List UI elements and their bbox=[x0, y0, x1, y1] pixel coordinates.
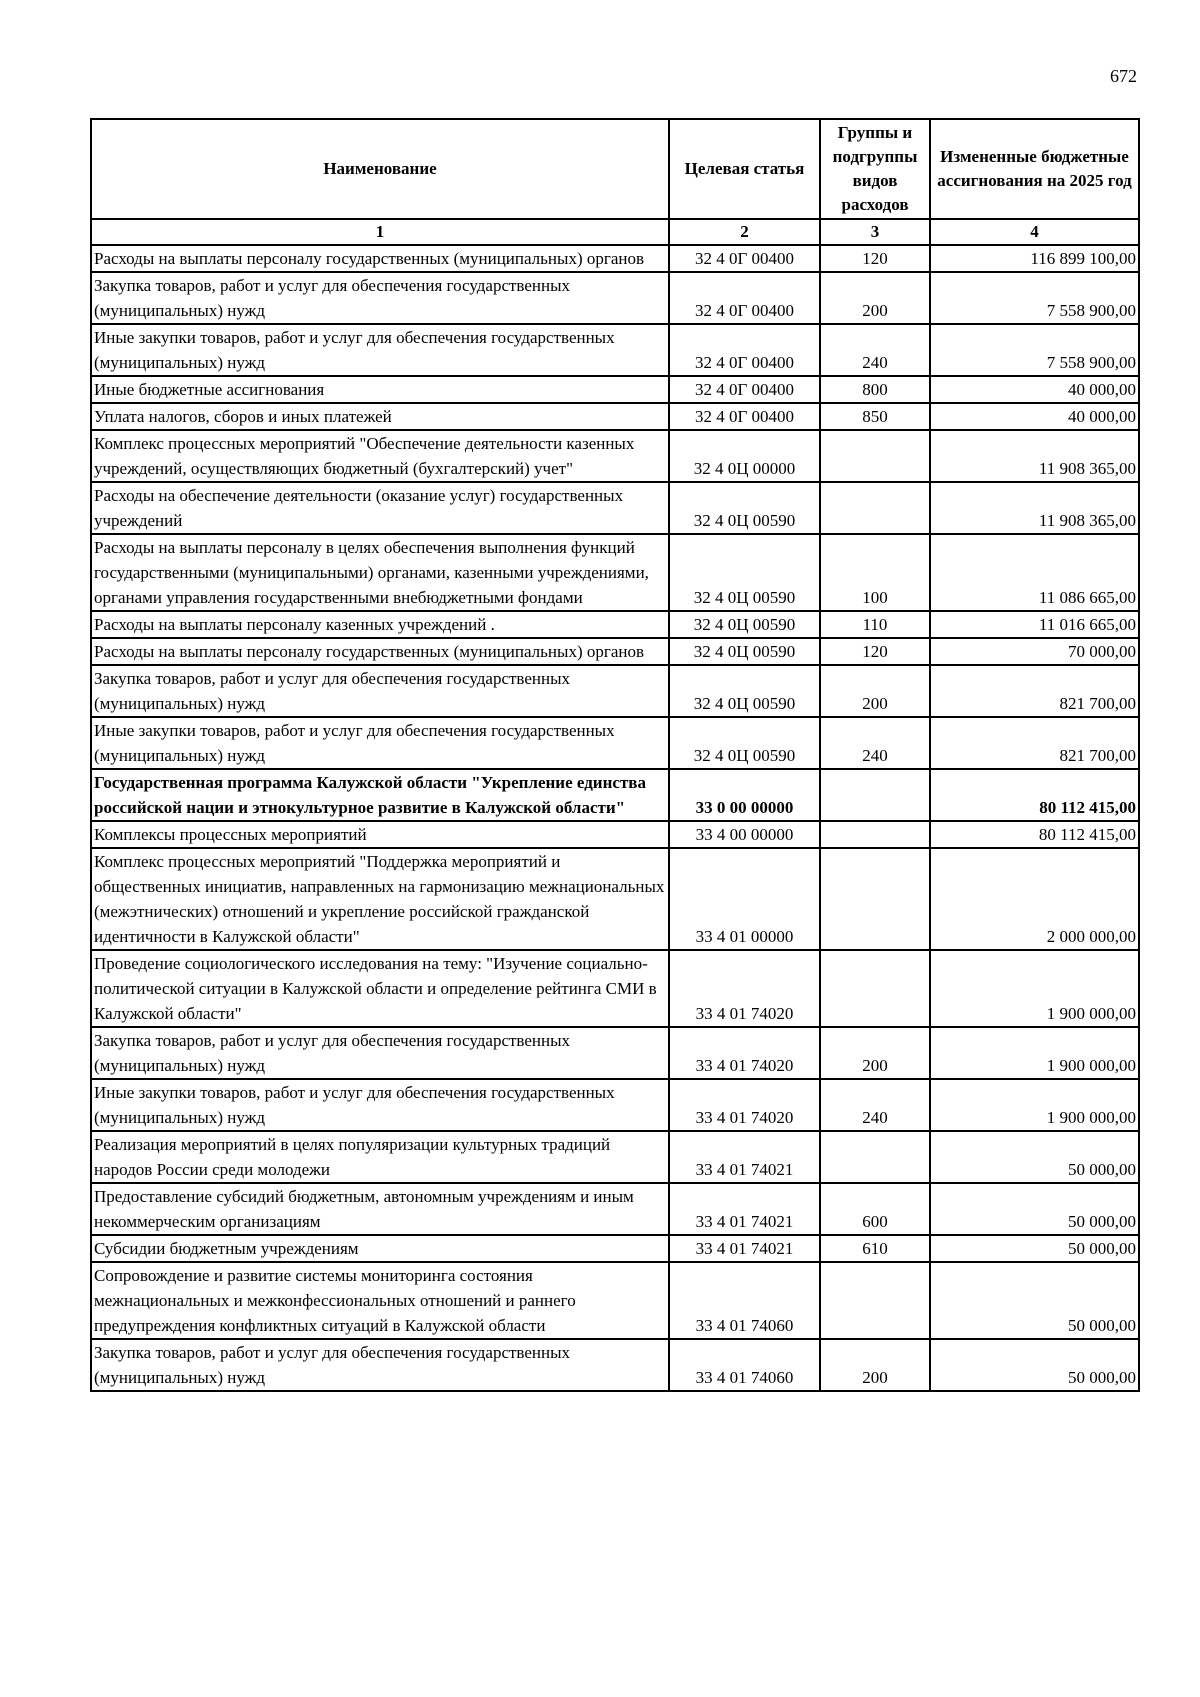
row-amount: 2 000 000,00 bbox=[930, 848, 1139, 950]
row-expense-group: 120 bbox=[820, 245, 930, 272]
row-expense-group: 610 bbox=[820, 1235, 930, 1262]
table-row bbox=[91, 1262, 1139, 1339]
row-amount: 1 900 000,00 bbox=[930, 1079, 1139, 1131]
row-name: Сопровождение и развитие системы мониторинга состояния межнациональных и межконфессиональных отношений и раннего предупреждения конфликтных ситуаций в Калужской области bbox=[91, 1262, 669, 1339]
row-expense-group bbox=[820, 1131, 930, 1183]
header-allocations: Измененные бюджетные ассигнования на 2025 год bbox=[930, 119, 1139, 219]
header-num-4: 4 bbox=[930, 219, 1139, 245]
row-target-article: 33 4 01 74021 bbox=[669, 1235, 820, 1262]
row-expense-group: 850 bbox=[820, 403, 930, 430]
table-row bbox=[91, 950, 1139, 1027]
header-num-1: 1 bbox=[91, 219, 669, 245]
row-target-article: 33 4 01 74060 bbox=[669, 1339, 820, 1391]
row-expense-group bbox=[820, 430, 930, 482]
table-row bbox=[91, 665, 1139, 717]
row-target-article: 33 4 01 74021 bbox=[669, 1183, 820, 1235]
header-name: Наименование bbox=[91, 119, 669, 219]
row-name: Расходы на выплаты персоналу государственных (муниципальных) органов bbox=[91, 638, 669, 665]
row-name: Иные закупки товаров, работ и услуг для обеспечения государственных (муниципальных) нужд bbox=[91, 1079, 669, 1131]
row-target-article: 33 4 01 74060 bbox=[669, 1262, 820, 1339]
row-expense-group bbox=[820, 769, 930, 821]
row-expense-group: 240 bbox=[820, 324, 930, 376]
table-row bbox=[91, 717, 1139, 769]
table-row bbox=[91, 1339, 1139, 1391]
row-name: Предоставление субсидий бюджетным, автономным учреждениям и иным некоммерческим организациям bbox=[91, 1183, 669, 1235]
row-amount: 80 112 415,00 bbox=[930, 821, 1139, 848]
row-target-article: 33 4 01 74020 bbox=[669, 1079, 820, 1131]
row-name: Закупка товаров, работ и услуг для обеспечения государственных (муниципальных) нужд bbox=[91, 1339, 669, 1391]
row-amount: 1 900 000,00 bbox=[930, 1027, 1139, 1079]
row-name: Расходы на обеспечение деятельности (оказание услуг) государственных учреждений bbox=[91, 482, 669, 534]
row-name: Расходы на выплаты персоналу казенных учреждений . bbox=[91, 611, 669, 638]
row-target-article: 32 4 0Ц 00000 bbox=[669, 430, 820, 482]
row-target-article: 32 4 0Г 00400 bbox=[669, 376, 820, 403]
row-expense-group bbox=[820, 482, 930, 534]
row-target-article: 33 4 01 74020 bbox=[669, 950, 820, 1027]
row-name: Расходы на выплаты персоналу государственных (муниципальных) органов bbox=[91, 245, 669, 272]
table-row bbox=[91, 848, 1139, 950]
table-header bbox=[91, 119, 1139, 245]
row-amount: 50 000,00 bbox=[930, 1131, 1139, 1183]
row-name: Иные бюджетные ассигнования bbox=[91, 376, 669, 403]
row-expense-group bbox=[820, 848, 930, 950]
row-target-article: 32 4 0Ц 00590 bbox=[669, 665, 820, 717]
header-num-3: 3 bbox=[820, 219, 930, 245]
row-target-article: 32 4 0Ц 00590 bbox=[669, 638, 820, 665]
row-amount: 50 000,00 bbox=[930, 1262, 1139, 1339]
row-name: Комплекс процессных мероприятий "Обеспечение деятельности казенных учреждений, осуществляющих бюджетный (бухгалтерский) учет" bbox=[91, 430, 669, 482]
row-amount: 11 086 665,00 bbox=[930, 534, 1139, 611]
row-expense-group: 600 bbox=[820, 1183, 930, 1235]
row-target-article: 32 4 0Ц 00590 bbox=[669, 717, 820, 769]
header-num-2: 2 bbox=[669, 219, 820, 245]
budget-table bbox=[90, 118, 1140, 1392]
row-expense-group: 200 bbox=[820, 1027, 930, 1079]
row-amount: 821 700,00 bbox=[930, 665, 1139, 717]
row-target-article: 32 4 0Г 00400 bbox=[669, 272, 820, 324]
table-row bbox=[91, 1079, 1139, 1131]
row-amount: 116 899 100,00 bbox=[930, 245, 1139, 272]
row-target-article: 32 4 0Г 00400 bbox=[669, 245, 820, 272]
row-name: Закупка товаров, работ и услуг для обеспечения государственных (муниципальных) нужд bbox=[91, 1027, 669, 1079]
row-name: Закупка товаров, работ и услуг для обеспечения государственных (муниципальных) нужд bbox=[91, 665, 669, 717]
row-expense-group: 800 bbox=[820, 376, 930, 403]
table-row bbox=[91, 534, 1139, 611]
row-amount: 7 558 900,00 bbox=[930, 324, 1139, 376]
table-row bbox=[91, 482, 1139, 534]
header-expense-groups: Группы и подгруппы видов расходов bbox=[820, 119, 930, 219]
row-target-article: 33 4 01 00000 bbox=[669, 848, 820, 950]
row-amount: 821 700,00 bbox=[930, 717, 1139, 769]
table-row bbox=[91, 611, 1139, 638]
row-target-article: 32 4 0Г 00400 bbox=[669, 324, 820, 376]
row-amount: 50 000,00 bbox=[930, 1339, 1139, 1391]
row-target-article: 33 4 01 74020 bbox=[669, 1027, 820, 1079]
row-name: Расходы на выплаты персоналу в целях обеспечения выполнения функций государственными (муниципальными) органами, казенными учреждениями, органами управления государственными внебюджетными фондами bbox=[91, 534, 669, 611]
table-row bbox=[91, 769, 1139, 821]
row-name: Уплата налогов, сборов и иных платежей bbox=[91, 403, 669, 430]
row-amount: 50 000,00 bbox=[930, 1235, 1139, 1262]
row-amount: 80 112 415,00 bbox=[930, 769, 1139, 821]
row-expense-group: 240 bbox=[820, 1079, 930, 1131]
table-row bbox=[91, 821, 1139, 848]
row-name: Реализация мероприятий в целях популяризации культурных традиций народов России среди молодежи bbox=[91, 1131, 669, 1183]
row-name: Закупка товаров, работ и услуг для обеспечения государственных (муниципальных) нужд bbox=[91, 272, 669, 324]
row-name: Комплекс процессных мероприятий "Поддержка мероприятий и общественных инициатив, направленных на гармонизацию межнациональных (межэтнических) отношений и укрепление российской гражданской идентичности в Калужской области" bbox=[91, 848, 669, 950]
row-target-article: 32 4 0Ц 00590 bbox=[669, 611, 820, 638]
row-name: Иные закупки товаров, работ и услуг для обеспечения государственных (муниципальных) нужд bbox=[91, 324, 669, 376]
row-amount: 11 908 365,00 bbox=[930, 482, 1139, 534]
row-amount: 11 908 365,00 bbox=[930, 430, 1139, 482]
row-target-article: 33 4 01 74021 bbox=[669, 1131, 820, 1183]
row-amount: 70 000,00 bbox=[930, 638, 1139, 665]
table-row bbox=[91, 324, 1139, 376]
row-expense-group bbox=[820, 950, 930, 1027]
table-row bbox=[91, 638, 1139, 665]
page-number: 672 bbox=[1110, 66, 1137, 86]
row-expense-group: 240 bbox=[820, 717, 930, 769]
row-amount: 40 000,00 bbox=[930, 403, 1139, 430]
row-target-article: 33 4 00 00000 bbox=[669, 821, 820, 848]
table-row bbox=[91, 1131, 1139, 1183]
row-name: Государственная программа Калужской области "Укрепление единства российской нации и этнокультурное развитие в Калужской области" bbox=[91, 769, 669, 821]
row-amount: 50 000,00 bbox=[930, 1183, 1139, 1235]
table-body bbox=[91, 245, 1139, 1391]
row-expense-group: 120 bbox=[820, 638, 930, 665]
row-name: Проведение социологического исследования на тему: "Изучение социально-политической ситуации в Калужской области и определение рейтинга СМИ в Калужской области" bbox=[91, 950, 669, 1027]
row-expense-group: 110 bbox=[820, 611, 930, 638]
table-row bbox=[91, 272, 1139, 324]
table-row bbox=[91, 430, 1139, 482]
header-target-article: Целевая статья bbox=[669, 119, 820, 219]
row-name: Комплексы процессных мероприятий bbox=[91, 821, 669, 848]
table-row bbox=[91, 403, 1139, 430]
row-expense-group: 200 bbox=[820, 1339, 930, 1391]
row-amount: 11 016 665,00 bbox=[930, 611, 1139, 638]
row-target-article: 32 4 0Ц 00590 bbox=[669, 482, 820, 534]
table-row bbox=[91, 376, 1139, 403]
table-row bbox=[91, 1235, 1139, 1262]
table-row bbox=[91, 1027, 1139, 1079]
row-amount: 1 900 000,00 bbox=[930, 950, 1139, 1027]
row-expense-group: 200 bbox=[820, 665, 930, 717]
table-row bbox=[91, 245, 1139, 272]
row-expense-group bbox=[820, 821, 930, 848]
row-target-article: 32 4 0Ц 00590 bbox=[669, 534, 820, 611]
row-target-article: 33 0 00 00000 bbox=[669, 769, 820, 821]
row-expense-group: 200 bbox=[820, 272, 930, 324]
row-amount: 7 558 900,00 bbox=[930, 272, 1139, 324]
row-amount: 40 000,00 bbox=[930, 376, 1139, 403]
row-expense-group bbox=[820, 1262, 930, 1339]
row-name: Субсидии бюджетным учреждениям bbox=[91, 1235, 669, 1262]
table-row bbox=[91, 1183, 1139, 1235]
row-name: Иные закупки товаров, работ и услуг для обеспечения государственных (муниципальных) нужд bbox=[91, 717, 669, 769]
row-expense-group: 100 bbox=[820, 534, 930, 611]
row-target-article: 32 4 0Г 00400 bbox=[669, 403, 820, 430]
